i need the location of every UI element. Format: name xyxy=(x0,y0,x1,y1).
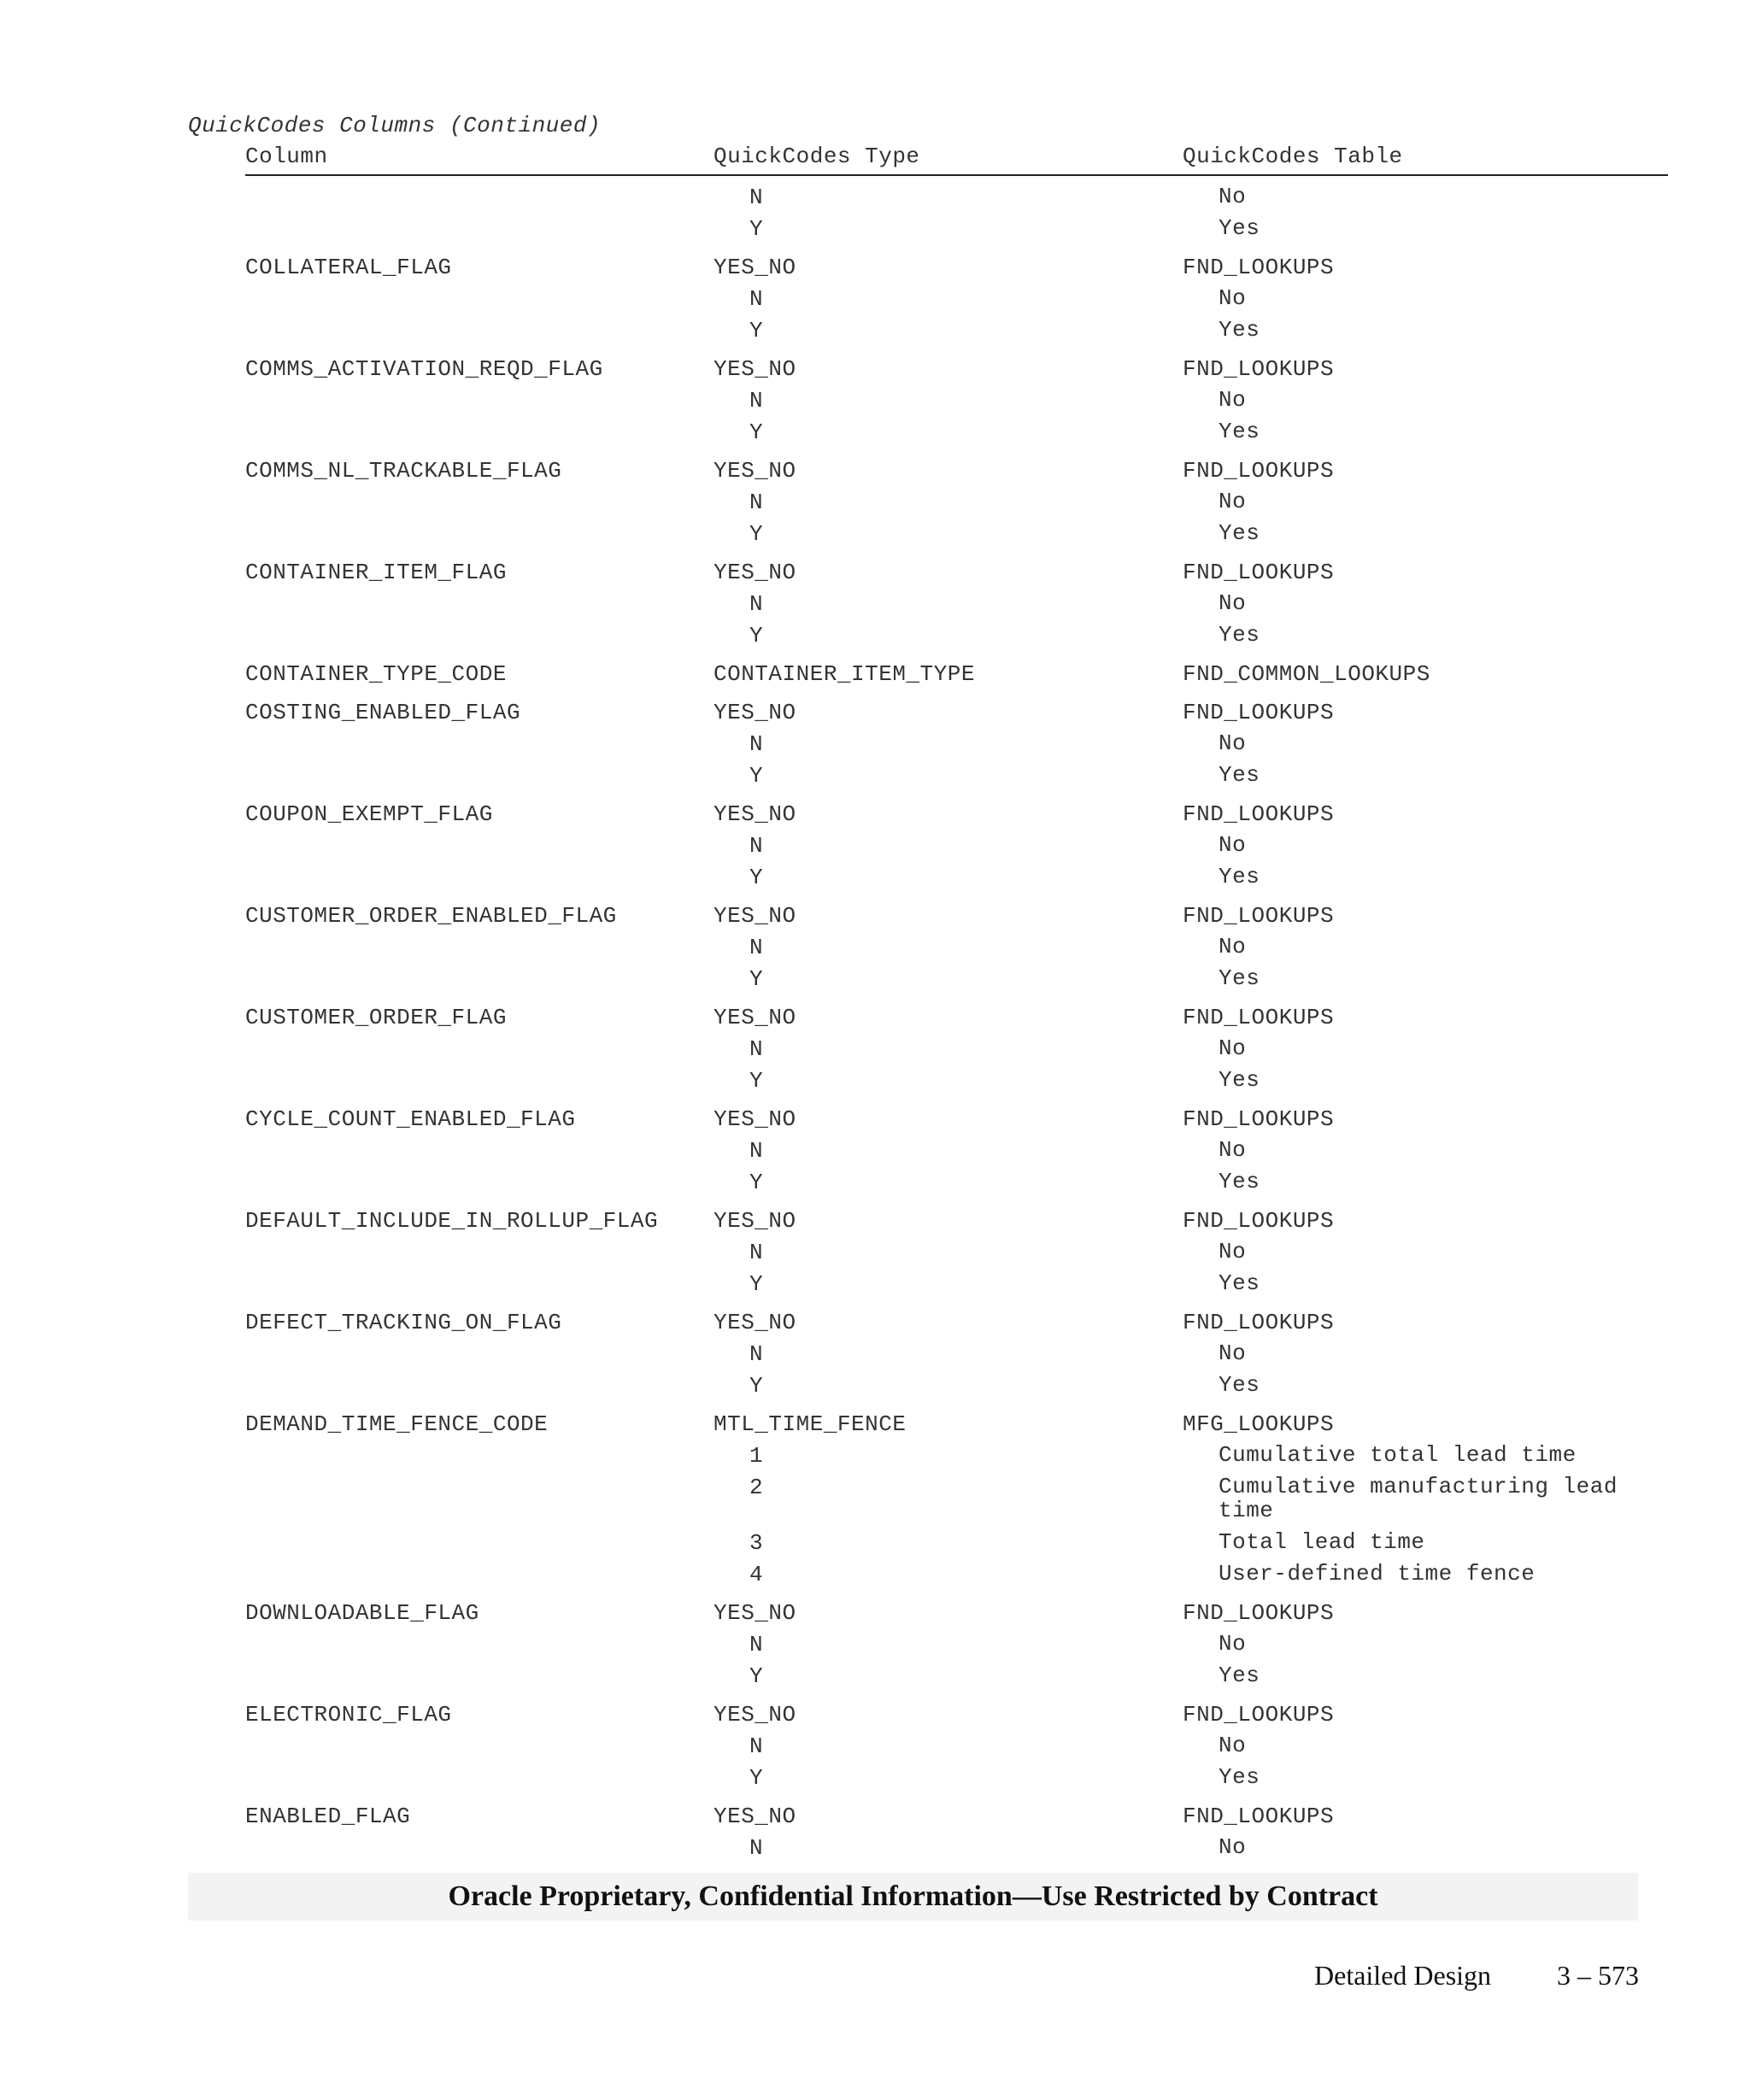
lookup-value-line xyxy=(245,521,1668,553)
row-main-line xyxy=(245,801,1668,833)
row-main-line xyxy=(245,356,1668,388)
column-name: COSTING_ENABLED_FLAG xyxy=(245,700,521,725)
row-main-line xyxy=(245,661,1668,693)
column-name: DEFECT_TRACKING_ON_FLAG xyxy=(245,1310,562,1335)
footer-section-title: Detailed Design xyxy=(1314,1960,1492,1991)
column-name: CYCLE_COUNT_ENABLED_FLAG xyxy=(245,1106,576,1132)
lookup-code: N xyxy=(749,1138,764,1164)
quickcodes-table: FND_LOOKUPS xyxy=(1183,1310,1335,1335)
lookup-code: N xyxy=(749,1240,764,1265)
row-main-line xyxy=(245,458,1668,490)
lookup-value-line xyxy=(245,1475,1668,1530)
lookup-meaning: Cumulative manufacturing lead time xyxy=(1219,1474,1618,1523)
lookup-value-line xyxy=(245,286,1668,318)
lookup-meaning: Yes xyxy=(1219,520,1260,546)
quickcodes-table: FND_COMMON_LOOKUPS xyxy=(1183,661,1430,687)
table-row xyxy=(245,1411,1668,1593)
lookup-meaning: No xyxy=(1219,489,1247,514)
quickcodes-type: YES_NO xyxy=(714,1106,796,1132)
column-name: DEFAULT_INCLUDE_IN_ROLLUP_FLAG xyxy=(245,1208,659,1234)
lookup-code: 3 xyxy=(749,1530,764,1556)
quickcodes-type: YES_NO xyxy=(714,1804,796,1829)
lookup-code: Y xyxy=(749,216,764,242)
table-row xyxy=(245,255,1668,349)
quickcodes-table: FND_LOOKUPS xyxy=(1183,1106,1335,1132)
table-row xyxy=(245,1804,1668,1867)
quickcodes-table: FND_LOOKUPS xyxy=(1183,458,1335,484)
lookup-value-line xyxy=(245,1240,1668,1271)
lookup-code: Y xyxy=(749,865,764,890)
quickcodes-type: YES_NO xyxy=(714,801,796,827)
lookup-code: Y xyxy=(749,763,764,789)
quickcodes-table: FND_LOOKUPS xyxy=(1183,255,1335,280)
table-row xyxy=(245,185,1668,248)
lookup-value-line xyxy=(245,731,1668,763)
table-row xyxy=(245,801,1668,896)
lookup-meaning: Yes xyxy=(1219,762,1260,788)
table-header xyxy=(245,144,1668,176)
quickcodes-type: YES_NO xyxy=(714,560,796,585)
column-name: DEMAND_TIME_FENCE_CODE xyxy=(245,1411,549,1437)
lookup-code: Y xyxy=(749,1765,764,1791)
confidential-notice: Oracle Proprietary, Confidential Information––Use Restricted by Contract xyxy=(188,1873,1638,1921)
column-name: COMMS_ACTIVATION_REQD_FLAG xyxy=(245,356,603,382)
lookup-value-line xyxy=(245,1632,1668,1663)
lookup-value-line xyxy=(245,1663,1668,1695)
table-caption: QuickCodes Columns (Continued) xyxy=(188,113,602,138)
table-row xyxy=(245,356,1668,451)
row-main-line xyxy=(245,1804,1668,1835)
lookup-code: 1 xyxy=(749,1443,764,1469)
lookup-value-line xyxy=(245,1443,1668,1475)
row-main-line xyxy=(245,1005,1668,1036)
row-main-line xyxy=(245,560,1668,591)
lookup-code: 2 xyxy=(749,1475,764,1500)
footer-page-number: 3 – 573 xyxy=(1557,1960,1639,1991)
lookup-code: N xyxy=(749,1341,764,1367)
lookup-meaning: Total lead time xyxy=(1219,1529,1425,1555)
lookup-meaning: No xyxy=(1219,184,1247,209)
quickcodes-table: FND_LOOKUPS xyxy=(1183,560,1335,585)
lookup-value-line xyxy=(245,623,1668,654)
quickcodes-table: FND_LOOKUPS xyxy=(1183,700,1335,725)
quickcodes-type: MTL_TIME_FENCE xyxy=(714,1411,907,1437)
table-row xyxy=(245,1208,1668,1303)
quickcodes-table: FND_LOOKUPS xyxy=(1183,903,1335,929)
lookup-meaning: No xyxy=(1219,934,1247,959)
lookup-meaning: No xyxy=(1219,387,1247,413)
table-row xyxy=(245,1600,1668,1695)
quickcodes-table: MFG_LOOKUPS xyxy=(1183,1411,1335,1437)
quickcodes-type: YES_NO xyxy=(714,700,796,725)
lookup-value-line xyxy=(245,490,1668,521)
lookup-meaning: Yes xyxy=(1219,1764,1260,1790)
lookup-code: Y xyxy=(749,318,764,343)
quickcodes-table: FND_LOOKUPS xyxy=(1183,1208,1335,1234)
column-name: CONTAINER_TYPE_CODE xyxy=(245,661,507,687)
lookup-meaning: No xyxy=(1219,1137,1247,1163)
quickcodes-type: YES_NO xyxy=(714,255,796,280)
lookup-code: N xyxy=(749,286,764,312)
lookup-code: N xyxy=(749,591,764,617)
table-row xyxy=(245,1106,1668,1201)
quickcodes-table: FND_LOOKUPS xyxy=(1183,1600,1335,1626)
lookup-value-line xyxy=(245,865,1668,896)
lookup-code: Y xyxy=(749,623,764,648)
row-main-line xyxy=(245,1702,1668,1733)
lookup-meaning: Yes xyxy=(1219,317,1260,343)
header-quickcodes-type: QuickCodes Type xyxy=(714,144,920,169)
lookup-value-line xyxy=(245,1835,1668,1867)
lookup-meaning: No xyxy=(1219,1834,1247,1860)
lookup-meaning: Yes xyxy=(1219,1067,1260,1093)
quickcodes-table: FND_LOOKUPS xyxy=(1183,1804,1335,1829)
lookup-code: N xyxy=(749,185,764,210)
quickcodes-table: FND_LOOKUPS xyxy=(1183,356,1335,382)
lookup-code: Y xyxy=(749,419,764,445)
lookup-meaning: Yes xyxy=(1219,965,1260,991)
lookup-meaning: No xyxy=(1219,1340,1247,1366)
lookup-value-line xyxy=(245,388,1668,419)
column-name: COLLATERAL_FLAG xyxy=(245,255,452,280)
lookup-value-line xyxy=(245,591,1668,623)
lookup-code: N xyxy=(749,1036,764,1062)
lookup-code: N xyxy=(749,731,764,757)
lookup-code: Y xyxy=(749,1663,764,1689)
lookup-meaning: Yes xyxy=(1219,419,1260,444)
quickcodes-table: FND_LOOKUPS xyxy=(1183,1702,1335,1728)
lookup-meaning: No xyxy=(1219,832,1247,858)
quickcodes-type: YES_NO xyxy=(714,458,796,484)
lookup-code: N xyxy=(749,490,764,515)
lookup-value-line xyxy=(245,1036,1668,1068)
quickcodes-type: YES_NO xyxy=(714,1702,796,1728)
quickcodes-type: YES_NO xyxy=(714,1005,796,1030)
table-row xyxy=(245,1310,1668,1405)
lookup-code: Y xyxy=(749,521,764,547)
column-name: ENABLED_FLAG xyxy=(245,1804,411,1829)
lookup-meaning: No xyxy=(1219,730,1247,756)
lookup-meaning: No xyxy=(1219,1631,1247,1657)
lookup-meaning: Yes xyxy=(1219,622,1260,648)
table-row xyxy=(245,458,1668,553)
lookup-meaning: Yes xyxy=(1219,215,1260,241)
column-name: COMMS_NL_TRACKABLE_FLAG xyxy=(245,458,562,484)
quickcodes-type: YES_NO xyxy=(714,903,796,929)
lookup-value-line xyxy=(245,763,1668,795)
lookup-meaning: Yes xyxy=(1219,1270,1260,1296)
quickcodes-table: FND_LOOKUPS xyxy=(1183,801,1335,827)
lookup-code: N xyxy=(749,1632,764,1657)
lookup-value-line xyxy=(245,216,1668,248)
lookup-value-line xyxy=(245,1068,1668,1100)
lookup-value-line xyxy=(245,1341,1668,1373)
lookup-code: N xyxy=(749,388,764,414)
lookup-meaning: No xyxy=(1219,1239,1247,1264)
lookup-value-line xyxy=(245,1170,1668,1201)
lookup-value-line xyxy=(245,419,1668,451)
lookup-meaning: User-defined time fence xyxy=(1219,1561,1536,1587)
lookup-value-line xyxy=(245,1271,1668,1303)
row-main-line xyxy=(245,1106,1668,1138)
lookup-code: Y xyxy=(749,1271,764,1297)
row-main-line xyxy=(245,1411,1668,1443)
lookup-code: N xyxy=(749,1835,764,1861)
lookup-value-line xyxy=(245,1138,1668,1170)
lookup-value-line xyxy=(245,318,1668,349)
lookup-code: Y xyxy=(749,966,764,992)
lookup-meaning: Yes xyxy=(1219,864,1260,889)
table-row xyxy=(245,1005,1668,1100)
header-column: Column xyxy=(245,144,328,169)
lookup-value-line xyxy=(245,833,1668,865)
table-row xyxy=(245,1702,1668,1797)
lookup-code: Y xyxy=(749,1170,764,1195)
quickcodes-type: CONTAINER_ITEM_TYPE xyxy=(714,661,975,687)
lookup-meaning: No xyxy=(1219,1035,1247,1061)
quickcodes-table-body xyxy=(245,185,1668,1874)
lookup-meaning: Yes xyxy=(1219,1169,1260,1194)
row-main-line xyxy=(245,700,1668,731)
row-main-line xyxy=(245,1310,1668,1341)
row-main-line xyxy=(245,1600,1668,1632)
table-row xyxy=(245,661,1668,693)
row-main-line xyxy=(245,903,1668,935)
column-name: CUSTOMER_ORDER_FLAG xyxy=(245,1005,507,1030)
column-name: DOWNLOADABLE_FLAG xyxy=(245,1600,479,1626)
lookup-value-line xyxy=(245,966,1668,998)
table-row xyxy=(245,903,1668,998)
quickcodes-type: YES_NO xyxy=(714,356,796,382)
lookup-code: N xyxy=(749,1733,764,1759)
lookup-code: Y xyxy=(749,1068,764,1094)
lookup-value-line xyxy=(245,935,1668,966)
lookup-meaning: No xyxy=(1219,1733,1247,1758)
quickcodes-table: FND_LOOKUPS xyxy=(1183,1005,1335,1030)
quickcodes-type: YES_NO xyxy=(714,1208,796,1234)
row-main-line xyxy=(245,255,1668,286)
lookup-value-line xyxy=(245,1733,1668,1765)
lookup-meaning: No xyxy=(1219,285,1247,311)
table-row xyxy=(245,560,1668,654)
column-name: COUPON_EXEMPT_FLAG xyxy=(245,801,493,827)
lookup-meaning: Yes xyxy=(1219,1372,1260,1398)
quickcodes-type: YES_NO xyxy=(714,1600,796,1626)
header-quickcodes-table: QuickCodes Table xyxy=(1183,144,1403,169)
lookup-code: Y xyxy=(749,1373,764,1399)
column-name: CUSTOMER_ORDER_ENABLED_FLAG xyxy=(245,903,617,929)
lookup-meaning: Yes xyxy=(1219,1663,1260,1688)
lookup-value-line xyxy=(245,1373,1668,1405)
lookup-value-line xyxy=(245,185,1668,216)
table-row xyxy=(245,700,1668,795)
lookup-meaning: No xyxy=(1219,590,1247,616)
column-name: ELECTRONIC_FLAG xyxy=(245,1702,452,1728)
lookup-meaning: Cumulative total lead time xyxy=(1219,1442,1577,1468)
lookup-value-line xyxy=(245,1562,1668,1593)
lookup-value-line xyxy=(245,1530,1668,1562)
lookup-code: N xyxy=(749,833,764,859)
lookup-value-line xyxy=(245,1765,1668,1797)
lookup-code: 4 xyxy=(749,1562,764,1587)
quickcodes-type: YES_NO xyxy=(714,1310,796,1335)
lookup-code: N xyxy=(749,935,764,960)
row-main-line xyxy=(245,1208,1668,1240)
column-name: CONTAINER_ITEM_FLAG xyxy=(245,560,507,585)
